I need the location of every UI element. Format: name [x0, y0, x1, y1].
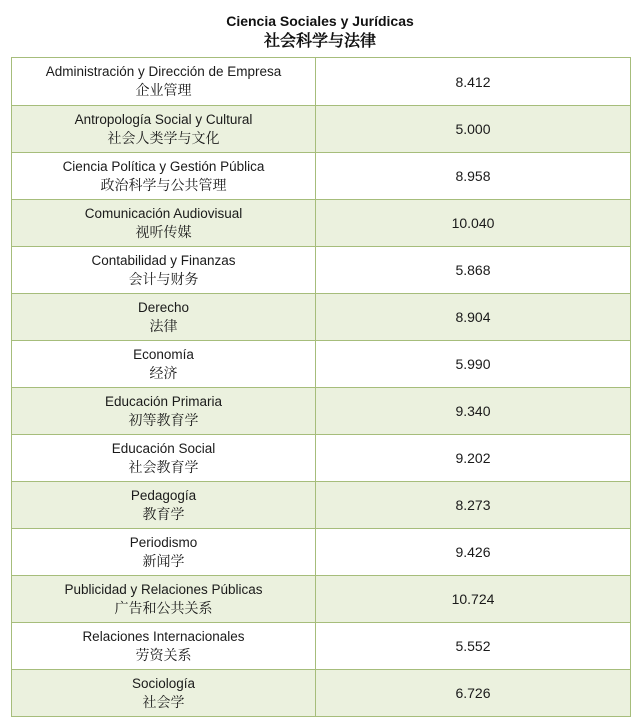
table-row: [12, 105, 630, 152]
table-row: [12, 481, 630, 528]
degree-name-chinese: 劳资关系: [135, 647, 192, 664]
degree-name-chinese: 初等教育学: [128, 412, 199, 429]
degree-name-spanish: Periodismo: [129, 534, 198, 550]
degree-name-chinese: 会计与财务: [128, 271, 199, 288]
title-chinese: 社会科学与法律: [263, 31, 376, 50]
degree-name-spanish: Publicidad y Relaciones Públicas: [64, 581, 263, 597]
table-row: [12, 669, 630, 716]
table-row: [12, 199, 630, 246]
degree-name-chinese: 新闻学: [142, 553, 185, 570]
degree-name-chinese: 法律: [149, 318, 178, 335]
degree-name-spanish: Educación Primaria: [104, 393, 223, 409]
degree-name-cell: [12, 670, 316, 716]
score-value: 8.273: [455, 497, 491, 513]
table-row: [12, 622, 630, 669]
degree-name-cell: [12, 388, 316, 434]
degree-name-cell: [12, 153, 316, 199]
degree-name-cell: [12, 341, 316, 387]
table-row: [12, 152, 630, 199]
degree-name-cell: [12, 529, 316, 575]
score-value: 10.724: [451, 591, 495, 607]
degree-name-chinese: 教育学: [142, 506, 185, 523]
degree-name-spanish: Pedagogía: [130, 487, 197, 503]
degree-name-cell: [12, 58, 316, 105]
degree-name-spanish: Economía: [133, 346, 194, 362]
degree-name-chinese: 社会教育学: [128, 459, 199, 476]
degree-name-chinese: 企业管理: [135, 83, 192, 99]
degree-name-chinese: 社会人类学与文化: [107, 130, 220, 147]
degree-name-cell: [12, 482, 316, 528]
table-row: [12, 434, 630, 481]
degree-name-spanish: Administración y Dirección de Empresa: [45, 64, 282, 79]
degree-name-spanish: Ciencia Política y Gestión Pública: [62, 158, 265, 174]
score-value: 8.412: [455, 73, 491, 90]
score-value: 5.868: [455, 262, 491, 278]
table-header: [0, 0, 640, 56]
table-row: [12, 387, 630, 434]
degree-name-spanish: Sociología: [131, 675, 196, 691]
score-value: 8.958: [455, 168, 491, 184]
degree-name-spanish: Derecho: [137, 299, 190, 315]
degree-name-cell: [12, 576, 316, 622]
degree-name-chinese: 政治科学与公共管理: [100, 177, 227, 194]
table-row: [12, 293, 630, 340]
table-row: [12, 58, 630, 105]
degree-name-spanish: Relaciones Internacionales: [82, 628, 245, 644]
degree-name-cell: [12, 106, 316, 152]
degree-name-spanish: Antropología Social y Cultural: [74, 111, 253, 127]
degree-name-spanish: Comunicación Audiovisual: [84, 205, 243, 221]
degree-name-spanish: Educación Social: [111, 440, 216, 456]
degree-name-spanish: Contabilidad y Finanzas: [91, 252, 236, 268]
degree-name-chinese: 广告和公共关系: [114, 600, 213, 617]
degree-name-chinese: 社会学: [142, 694, 185, 711]
scores-table: [11, 57, 631, 717]
score-value: 5.552: [455, 638, 491, 654]
score-value: 5.000: [455, 121, 491, 137]
table-row: [12, 575, 630, 622]
score-value: 9.340: [455, 403, 491, 419]
degree-name-chinese: 经济: [149, 365, 178, 382]
score-value: 9.202: [455, 450, 491, 466]
degree-name-cell: [12, 435, 316, 481]
score-value: 10.040: [451, 215, 495, 231]
degree-name-cell: [12, 200, 316, 246]
table-row: [12, 340, 630, 387]
score-value: 9.426: [455, 544, 491, 560]
score-value: 5.990: [455, 356, 491, 372]
degree-name-chinese: 视听传媒: [135, 224, 192, 241]
title-spanish: Ciencia Sociales y Jurídicas: [226, 13, 414, 29]
degree-name-cell: [12, 294, 316, 340]
degree-name-cell: [12, 247, 316, 293]
degree-name-cell: [12, 623, 316, 669]
table-row: [12, 528, 630, 575]
table-row: [12, 246, 630, 293]
score-value: 6.726: [455, 685, 491, 701]
score-value: 8.904: [455, 309, 491, 325]
